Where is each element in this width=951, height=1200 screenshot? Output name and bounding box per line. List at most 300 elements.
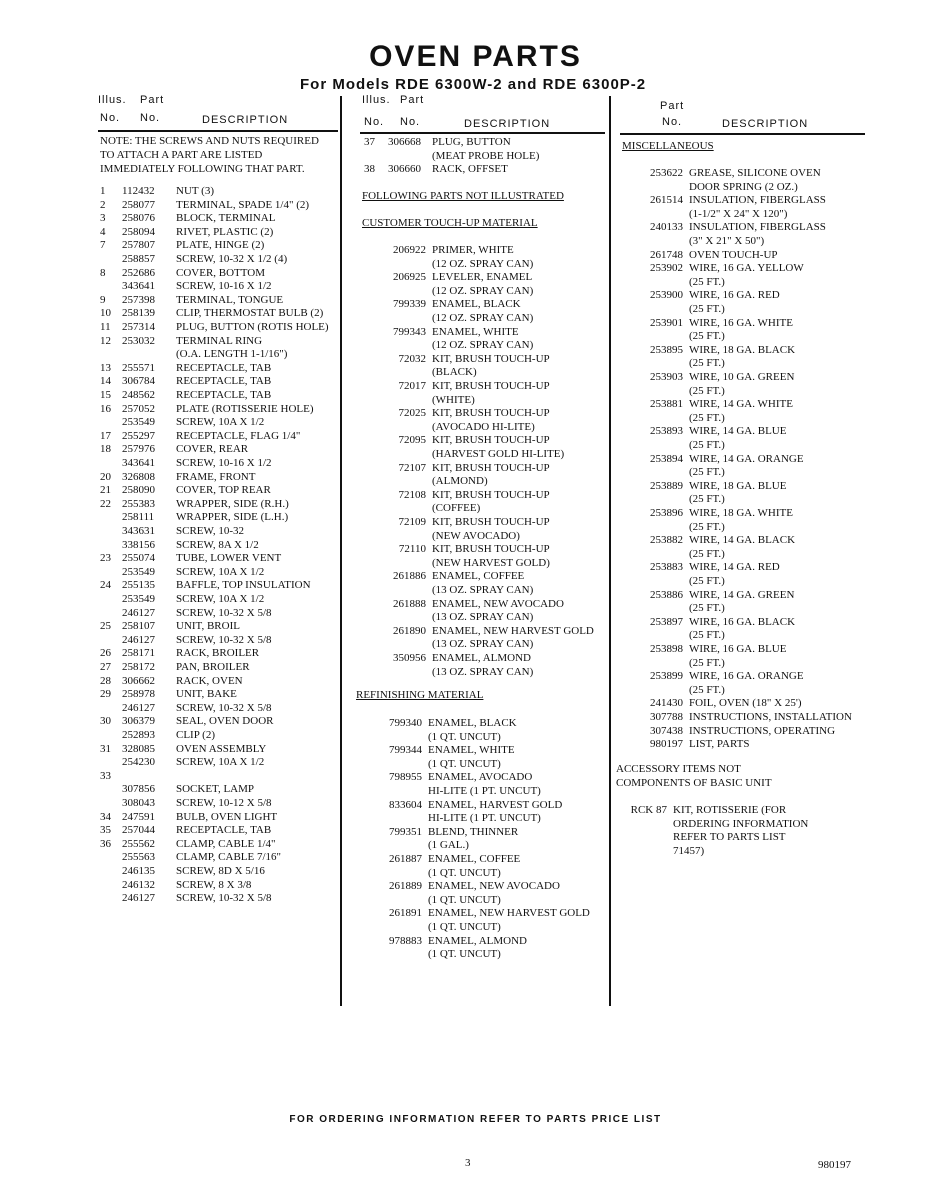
part-description: RACK, OVEN (176, 674, 243, 687)
part-number: 833604 (389, 798, 422, 811)
part-row (100, 782, 254, 796)
part-row (625, 234, 764, 248)
part-number: 254230 (122, 756, 155, 769)
part-row (364, 162, 508, 176)
part-row (100, 470, 255, 484)
part-description: SEAL, OVEN DOOR (176, 715, 274, 728)
illus-number: 20 (100, 470, 111, 483)
part-number: 72095 (398, 434, 426, 447)
part-number: 253881 (650, 398, 683, 411)
part-row (100, 320, 329, 334)
part-row (100, 524, 244, 538)
part-row (625, 601, 725, 615)
part-number: 257398 (122, 293, 155, 306)
part-row (625, 492, 725, 506)
part-number: 258094 (122, 225, 155, 238)
part-number: 255563 (122, 851, 155, 864)
part-row (100, 742, 266, 756)
part-row (625, 737, 749, 751)
part-description: (MEAT PROBE HOLE) (432, 149, 540, 162)
part-number: 338156 (122, 538, 155, 551)
part-number: 799339 (393, 298, 426, 311)
part-description: SOCKET, LAMP (176, 783, 255, 796)
part-description: (3" X 21" X 50") (689, 235, 765, 247)
page-subtitle: For Models RDE 6300W-2 and RDE 6300P-2 (300, 76, 647, 93)
part-row (625, 588, 794, 602)
part-description: (ALMOND) (432, 475, 488, 488)
part-number: 261889 (389, 880, 422, 893)
part-number: 72107 (398, 461, 426, 474)
part-description: BLOCK, TERMINAL (176, 212, 276, 225)
illus-number: 36 (100, 837, 111, 850)
part-description: TERMINAL RING (176, 334, 263, 347)
part-row (100, 823, 271, 837)
part-row (366, 798, 562, 812)
part-row (100, 456, 272, 470)
part-row (625, 547, 725, 561)
part-number: 253900 (650, 289, 683, 302)
part-row (625, 465, 725, 479)
part-description: SCREW, 10A X 1/2 (176, 565, 265, 578)
part-row (100, 728, 215, 742)
part-row (370, 461, 550, 475)
illus-number: 21 (100, 484, 111, 497)
part-row (100, 388, 271, 402)
part-description: BLEND, THINNER (428, 825, 519, 838)
part-number: 257976 (122, 443, 155, 456)
part-row (366, 730, 501, 744)
ordering-footer: FOR ORDERING INFORMATION REFER TO PARTS PRICE LIST (289, 1114, 662, 1125)
part-number: 253903 (650, 371, 683, 383)
part-description: WIRE, 16 GA. BLUE (689, 643, 787, 655)
part-number: 258090 (122, 484, 155, 497)
part-number: 343641 (122, 457, 155, 469)
part-description: SCREW, 8A X 1/2 (176, 538, 259, 551)
part-number: 799340 (389, 717, 422, 729)
part-row (100, 238, 264, 252)
part-description: ENAMEL, COFFEE (428, 853, 521, 865)
part-row (370, 597, 564, 611)
part-description: CLAMP, CABLE 1/4" (176, 837, 276, 850)
part-description: WIRE, 16 GA. RED (689, 289, 780, 302)
part-row (100, 510, 288, 524)
part-number: 258171 (122, 647, 155, 660)
illus-number: 2 (100, 198, 106, 211)
part-row (100, 429, 300, 443)
part-number: 252893 (122, 729, 155, 741)
part-number: 261887 (389, 853, 422, 865)
part-description: (13 OZ. SPRAY CAN) (432, 665, 534, 678)
part-row (370, 297, 521, 311)
illus-no-header: No. (100, 112, 121, 124)
part-number: 72017 (398, 380, 426, 392)
part-row (370, 433, 550, 447)
part-row (100, 565, 264, 579)
illus-number: 17 (100, 429, 111, 442)
note-line: COMPONENTS OF BASIC UNIT (616, 777, 772, 789)
illus-number: 18 (100, 443, 111, 456)
part-description: (25 FT.) (689, 357, 725, 370)
part-row (625, 370, 794, 384)
part-description: SCREW, 10-32 (176, 525, 245, 537)
part-no-header: No. (400, 116, 421, 128)
part-row (100, 687, 237, 701)
part-row (100, 334, 262, 348)
part-row (625, 193, 826, 207)
part-number: 261514 (650, 194, 683, 207)
part-number: 258857 (122, 253, 155, 265)
part-number: 257314 (122, 321, 155, 333)
part-description: DOOR SPRING (2 OZ.) (689, 180, 798, 193)
part-number: 246127 (122, 606, 155, 619)
part-description: KIT, BRUSH TOUCH-UP (432, 543, 550, 556)
part-description: (25 FT.) (689, 602, 725, 615)
description-header: DESCRIPTION (464, 118, 551, 130)
part-description: ENAMEL, ALMOND (432, 652, 531, 664)
part-row (625, 479, 786, 493)
part-description: (25 FT.) (689, 493, 725, 506)
part-description: SCREW, 10A X 1/2 (176, 756, 265, 769)
part-number: 240133 (650, 221, 683, 234)
part-row (625, 275, 725, 289)
part-row (625, 830, 786, 844)
part-number: 255383 (122, 497, 155, 510)
part-row (100, 497, 289, 511)
part-description: COVER, BOTTOM (176, 266, 266, 279)
part-row (100, 701, 272, 715)
illus-number: 3 (100, 212, 106, 225)
part-number: 799351 (389, 825, 422, 838)
part-description: FRAME, FRONT (176, 470, 256, 483)
part-description: SCREW, 10-16 X 1/2 (176, 457, 272, 469)
header-rule (360, 132, 605, 134)
part-description: INSTRUCTIONS, OPERATING (689, 724, 836, 737)
part-row (366, 866, 501, 880)
part-number: 980197 (650, 738, 683, 751)
part-row (625, 683, 725, 697)
part-description: (HARVEST GOLD HI-LITE) (432, 448, 565, 460)
part-number: 253032 (122, 334, 155, 347)
part-row (370, 243, 514, 257)
part-row (366, 825, 518, 839)
part-row (364, 149, 539, 163)
part-description: SCREW, 10-32 X 5/8 (176, 606, 272, 619)
part-row (100, 796, 272, 810)
note-line: NOTE: THE SCREWS AND NUTS REQUIRED (100, 135, 319, 147)
part-description: (AVOCADO HI-LITE) (432, 420, 535, 433)
part-row (364, 135, 511, 149)
part-number: 112432 (122, 185, 155, 197)
part-row (100, 551, 281, 565)
illus-number: 23 (100, 552, 111, 565)
part-description: (25 FT.) (689, 683, 725, 696)
illus-number: 35 (100, 824, 111, 837)
part-row (100, 361, 271, 375)
part-number: 253897 (650, 615, 683, 628)
illus-number: 28 (100, 674, 111, 687)
part-row (100, 211, 275, 225)
illus-number: 38 (364, 163, 375, 176)
part-number: 246127 (122, 633, 155, 646)
illus-number: 26 (100, 647, 111, 660)
part-number: 255562 (122, 837, 155, 850)
part-description: WIRE, 14 GA. ORANGE (689, 452, 804, 465)
illus-number: 1 (100, 185, 106, 197)
part-description: ENAMEL, HARVEST GOLD (428, 798, 563, 811)
part-description: RECEPTACLE, TAB (176, 824, 272, 837)
part-description: WIRE, 14 GA. GREEN (689, 588, 795, 601)
part-number: 798955 (389, 771, 422, 784)
part-description: SCREW, 10-32 X 5/8 (176, 701, 272, 714)
part-number: 261888 (393, 597, 426, 610)
part-description: (1 GAL.) (428, 839, 469, 852)
part-description: ENAMEL, BLACK (432, 298, 521, 311)
part-row (366, 743, 515, 757)
part-description: WIRE, 14 GA. BLUE (689, 425, 787, 438)
part-description: (25 FT.) (689, 656, 725, 669)
part-row (370, 284, 533, 298)
part-header: Part (140, 94, 165, 106)
part-description: (1-1/2" X 24" X 120") (689, 207, 788, 220)
part-row (370, 393, 475, 407)
refinishing-heading: REFINISHING MATERIAL (356, 689, 484, 701)
part-number: 799343 (393, 325, 426, 338)
part-description: WIRE, 18 GA. BLUE (689, 479, 787, 492)
part-description: ENAMEL, ALMOND (428, 934, 527, 947)
part-description: ENAMEL, NEW HARVEST GOLD (432, 624, 594, 637)
part-row (625, 220, 826, 234)
part-description: (25 FT.) (689, 411, 725, 424)
part-row (625, 506, 793, 520)
part-description: WIRE, 16 GA. WHITE (689, 316, 793, 329)
part-number: RCK 87 (630, 804, 667, 816)
illus-header: Illus. (362, 94, 391, 106)
illus-number: 8 (100, 266, 106, 279)
part-row (625, 696, 802, 710)
part-description: WIRE, 14 GA. WHITE (689, 398, 793, 411)
part-description: PLUG, BUTTON (ROTIS HOLE) (176, 321, 329, 333)
part-description: (25 FT.) (689, 547, 725, 560)
part-description: (13 OZ. SPRAY CAN) (432, 584, 534, 596)
part-description: ENAMEL, WHITE (432, 325, 519, 338)
illus-number: 29 (100, 688, 111, 701)
part-description: SCREW, 10-32 X 5/8 (176, 633, 272, 646)
part-row (100, 755, 264, 769)
part-row (100, 252, 287, 266)
part-no-header: No. (662, 116, 683, 128)
part-number: 261886 (393, 570, 426, 583)
part-header: Part (400, 94, 425, 106)
part-number: 206922 (393, 244, 426, 256)
part-row (100, 660, 250, 674)
part-row (100, 837, 276, 851)
part-number: 247591 (122, 810, 155, 823)
part-description: HI-LITE (1 PT. UNCUT) (428, 785, 541, 797)
part-row (100, 674, 243, 688)
part-row (370, 556, 550, 570)
part-number: 253895 (650, 343, 683, 356)
part-row (625, 452, 804, 466)
part-number: 799344 (389, 744, 422, 757)
part-row (625, 560, 780, 574)
illus-number: 14 (100, 375, 111, 388)
part-number: 258107 (122, 620, 155, 633)
illus-number: 12 (100, 334, 111, 347)
illus-number: 31 (100, 742, 111, 755)
part-description: PLATE, HINGE (2) (176, 239, 265, 252)
part-description: ENAMEL, COFFEE (432, 570, 525, 583)
part-number: 306784 (122, 375, 155, 388)
part-row (625, 628, 725, 642)
part-description: ENAMEL, BLACK (428, 717, 517, 729)
part-description: (12 OZ. SPRAY CAN) (432, 339, 534, 352)
part-description: KIT, BRUSH TOUCH-UP (432, 434, 550, 447)
illus-number: 37 (364, 136, 375, 148)
part-description: RECEPTACLE, TAB (176, 361, 272, 374)
part-number: 343641 (122, 280, 155, 293)
part-row (370, 325, 519, 339)
illus-number: 9 (100, 293, 106, 306)
header-rule (98, 130, 338, 132)
part-row (625, 261, 804, 275)
part-number: 253901 (650, 316, 683, 329)
part-row (100, 279, 272, 293)
part-description: PRIMER, WHITE (432, 244, 514, 256)
part-row (100, 646, 259, 660)
part-description: CLIP, THERMOSTAT BULB (2) (176, 307, 324, 320)
part-number: 253549 (122, 416, 155, 429)
illus-number: 11 (100, 321, 111, 333)
column-divider (609, 96, 611, 1006)
part-description: SCREW, 10A X 1/2 (176, 416, 265, 429)
part-description: KIT, BRUSH TOUCH-UP (432, 407, 550, 420)
part-row (625, 520, 725, 534)
part-number: 246127 (122, 892, 155, 905)
part-row (100, 850, 281, 864)
part-description: ENAMEL, NEW AVOCADO (428, 880, 560, 893)
part-description: UNIT, BAKE (176, 688, 237, 701)
part-row (370, 529, 520, 543)
part-description: COVER, TOP REAR (176, 484, 271, 497)
part-row (370, 257, 533, 271)
part-number: 306662 (122, 674, 155, 687)
part-description: (1 QT. UNCUT) (428, 757, 501, 770)
part-description: OVEN ASSEMBLY (176, 742, 267, 755)
part-row (100, 483, 271, 497)
part-description: BULB, OVEN LIGHT (176, 810, 278, 823)
part-description: (NEW AVOCADO) (432, 529, 520, 542)
part-description: (13 OZ. SPRAY CAN) (432, 611, 534, 624)
part-description: WIRE, 14 GA. RED (689, 561, 780, 574)
part-row (100, 184, 214, 198)
part-row (625, 384, 725, 398)
part-row (370, 488, 550, 502)
part-description: (12 OZ. SPRAY CAN) (432, 312, 534, 324)
part-number: 258172 (122, 661, 155, 673)
part-description: ENAMEL, NEW AVOCADO (432, 597, 564, 610)
part-row (370, 365, 477, 379)
part-row (370, 311, 533, 325)
part-number: 253894 (650, 452, 683, 465)
part-description: CLAMP, CABLE 7/16" (176, 851, 282, 864)
part-description: KIT, ROTISSERIE (FOR (673, 804, 787, 816)
part-row (370, 420, 535, 434)
part-row (100, 266, 265, 280)
part-number: 257044 (122, 824, 155, 837)
part-number: 258139 (122, 307, 155, 320)
part-number: 253898 (650, 643, 683, 655)
part-description: FOIL, OVEN (18" X 25') (689, 697, 802, 710)
part-description: WIRE, 16 GA. ORANGE (689, 670, 804, 683)
part-number: 72108 (398, 488, 426, 501)
illus-number: 15 (100, 389, 111, 401)
part-description: (12 OZ. SPRAY CAN) (432, 257, 534, 270)
part-number: 343631 (122, 525, 155, 537)
part-number: 978883 (389, 934, 422, 947)
part-row (625, 180, 798, 194)
part-number: 253899 (650, 670, 683, 683)
illus-no-header: No. (364, 116, 385, 128)
part-row (366, 947, 501, 961)
illus-number: 7 (100, 239, 106, 252)
not-illustrated-heading: FOLLOWING PARTS NOT ILLUSTRATED (362, 190, 564, 202)
part-description: GREASE, SILICONE OVEN (689, 167, 821, 179)
part-description: (COFFEE) (432, 502, 481, 515)
part-row (100, 810, 277, 824)
part-description: WIRE, 16 GA. YELLOW (689, 262, 804, 275)
part-number: 246132 (122, 878, 155, 891)
touchup-heading: CUSTOMER TOUCH-UP MATERIAL (362, 217, 538, 229)
part-number: 253886 (650, 588, 683, 601)
part-description: INSTRUCTIONS, INSTALLATION (689, 711, 852, 723)
note-line: IMMEDIATELY FOLLOWING THAT PART. (100, 163, 305, 175)
part-row (100, 578, 311, 592)
part-description: LEVELER, ENAMEL (432, 271, 533, 284)
part-row (100, 606, 272, 620)
part-row (100, 225, 273, 239)
part-row (100, 374, 271, 388)
description-header: DESCRIPTION (202, 114, 289, 126)
part-number: 246135 (122, 865, 155, 877)
part-number: 72110 (398, 543, 426, 556)
part-number: 72032 (398, 352, 426, 365)
part-number: 253889 (650, 479, 683, 492)
part-description: SCREW, 10A X 1/2 (176, 593, 265, 605)
part-number: 306660 (388, 163, 421, 176)
part-description: (25 FT.) (689, 466, 725, 479)
part-number: 306668 (388, 136, 421, 148)
part-number: 258111 (122, 511, 155, 524)
part-number: 306379 (122, 715, 155, 728)
part-row (100, 769, 176, 783)
part-row (625, 424, 786, 438)
screws-note (100, 134, 319, 176)
part-row (370, 474, 488, 488)
part-description: SCREW, 10-12 X 5/8 (176, 797, 272, 809)
part-row (625, 411, 725, 425)
part-number: 326808 (122, 470, 155, 483)
illus-number: 25 (100, 620, 111, 633)
part-description: (WHITE) (432, 393, 475, 406)
part-description: TERMINAL, TONGUE (176, 293, 284, 306)
part-number: 253902 (650, 262, 683, 275)
part-number: 253549 (122, 565, 155, 578)
part-description: ENAMEL, AVOCADO (428, 771, 533, 784)
part-row (370, 624, 594, 638)
part-row (370, 637, 533, 651)
part-row (370, 542, 550, 556)
part-number: 246127 (122, 701, 155, 714)
